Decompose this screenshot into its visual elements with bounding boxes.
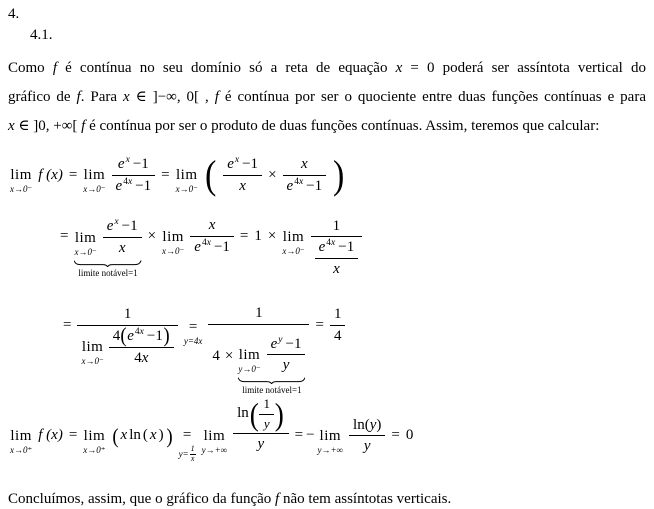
limit-subscript: x→0⁻ <box>81 356 104 367</box>
exponent-x: x <box>125 155 130 165</box>
limit-subscript: x→0⁻ <box>74 246 97 257</box>
equals-sign: = <box>182 427 192 444</box>
digit-4: 4 <box>134 327 140 338</box>
section-number: 4. <box>8 6 20 22</box>
underbrace-icon <box>74 260 141 267</box>
equation-3 <box>63 284 646 395</box>
fraction <box>267 335 306 376</box>
minus-one: −1 <box>213 239 230 256</box>
limit-subscript: x→0⁻ <box>162 245 185 256</box>
var-f: f <box>275 490 280 507</box>
limit-operator <box>10 168 32 194</box>
equation-4 <box>10 396 646 464</box>
var-e: e <box>270 335 278 352</box>
fraction <box>103 217 142 258</box>
equals-with-substitution <box>179 428 196 464</box>
underbraced-limit <box>238 335 305 397</box>
numerator: 1 <box>208 304 309 325</box>
ln-operator: ln <box>129 427 141 444</box>
underbraced-limit <box>74 217 141 278</box>
intro-line-2 <box>8 83 646 112</box>
text: Como <box>8 60 53 76</box>
equals-sign: = <box>239 228 249 245</box>
conclusion-paragraph <box>8 489 646 509</box>
numerator <box>223 155 262 176</box>
var-x: x <box>141 349 149 366</box>
exponent-4x <box>202 238 211 248</box>
equals-sign: = <box>161 166 170 183</box>
fraction <box>330 305 346 346</box>
var-f: f <box>214 89 219 105</box>
minus-one: −1 <box>132 156 149 172</box>
limit-operator <box>176 168 198 194</box>
underbrace-label: limite notável=1 <box>242 385 302 395</box>
lim-word: lim <box>10 167 32 184</box>
exponent-4x <box>326 238 335 248</box>
limit-subscript: x→0⁻ <box>10 184 33 195</box>
var-f: f <box>76 89 81 105</box>
numerator: 1 <box>77 305 177 326</box>
math-text: = 0 <box>402 60 435 76</box>
var-e: e <box>115 177 123 194</box>
times-sign: × <box>147 228 157 245</box>
text: gráfico de <box>8 89 77 105</box>
text: é contínua por ser o quociente entre duas funções contínuas e para <box>218 89 646 105</box>
var-e: e <box>106 218 114 235</box>
equals-sign: = <box>188 318 198 335</box>
minus-one: −1 <box>242 156 259 172</box>
numerator: 1 <box>259 396 274 414</box>
minus-sign: − <box>306 427 315 444</box>
digit-0: 0 <box>405 427 414 444</box>
digit-1: 1 <box>254 228 262 245</box>
var-x: x <box>120 427 128 444</box>
text: é contínua no seu domínio só a reta de equação <box>56 60 396 76</box>
limit-subscript: y→0⁻ <box>238 363 261 374</box>
digit-4: 4 <box>134 349 142 366</box>
var-x: x <box>331 238 336 249</box>
text: . Para <box>80 89 124 105</box>
text: poderá ser assíntota vertical do <box>434 60 646 76</box>
var-x: x <box>298 176 304 187</box>
denominator <box>283 176 327 196</box>
denominator <box>208 325 309 395</box>
mini-denominator: x <box>190 453 195 463</box>
fraction <box>109 323 174 368</box>
exponent-x: x <box>234 155 240 165</box>
limit-subscript: x→0⁻ <box>83 184 106 195</box>
limit-subscript: x→0⁻ <box>282 245 305 256</box>
numerator <box>349 416 385 437</box>
limit-operator <box>162 230 184 256</box>
numerator: x <box>283 155 327 176</box>
underbrace-content <box>238 335 305 376</box>
fraction <box>223 155 262 196</box>
denominator <box>190 237 234 257</box>
var-f: f <box>52 60 57 76</box>
var-e: e <box>127 328 134 345</box>
denominator: y <box>263 415 270 431</box>
minus-one: −1 <box>306 177 323 194</box>
right-paren: ) <box>376 416 382 433</box>
subsection-number: 4.1. <box>30 27 53 43</box>
numerator <box>267 335 306 356</box>
equals-sign: = <box>63 317 72 333</box>
exponent-y: y <box>278 334 283 345</box>
lim-word: lim <box>81 339 104 356</box>
intro-paragraph <box>8 54 646 141</box>
limit-operator <box>238 348 260 374</box>
denominator <box>109 348 174 368</box>
big-fraction <box>208 304 309 395</box>
digit-4: 4 <box>212 348 220 364</box>
math-text: ∈ ]−∞, 0[ , <box>129 89 215 105</box>
lim-word: lim <box>238 346 261 363</box>
function-fx: f (x) <box>38 427 63 444</box>
var-x: x <box>127 176 133 187</box>
minus-one: −1 <box>146 328 163 345</box>
sub-y-equals: y= <box>178 448 189 459</box>
underbrace-content <box>74 217 141 258</box>
mini-fraction <box>190 445 196 464</box>
exponent-4x <box>294 177 303 187</box>
limit-operator <box>202 429 227 455</box>
exponent-4x <box>123 177 132 187</box>
fraction <box>315 238 359 279</box>
denominator: 4 <box>333 328 342 344</box>
fraction <box>190 216 234 257</box>
equation-2 <box>60 206 646 278</box>
substitution-label <box>179 445 196 464</box>
left-paren: ( <box>364 416 370 433</box>
underbrace-label: limite notável=1 <box>78 267 138 278</box>
var-x: x <box>149 427 157 444</box>
function-fx: f (x) <box>38 166 63 183</box>
lim-word: lim <box>83 427 106 444</box>
minus-one: −1 <box>121 218 138 235</box>
denominator: y <box>282 357 290 374</box>
numerator: 1 <box>311 217 363 238</box>
minus-one: −1 <box>135 177 152 194</box>
equals-with-substitution <box>184 320 203 346</box>
right-paren: ) <box>158 427 164 444</box>
limit-subscript: x→0⁺ <box>10 444 33 455</box>
digit-4: 4 <box>201 238 207 249</box>
equals-sign: = <box>294 427 304 444</box>
lim-word: lim <box>10 427 32 444</box>
lim-word: lim <box>175 167 198 184</box>
equals-sign: = <box>60 228 69 245</box>
var-x: x <box>123 89 130 105</box>
times-sign: × <box>267 228 277 245</box>
var-x: x <box>206 238 211 249</box>
denominator: x <box>333 261 340 277</box>
limit-operator <box>83 168 105 194</box>
text: não tem assíntotas verticais. <box>279 490 452 507</box>
denominator <box>112 176 156 196</box>
minus-one: −1 <box>285 335 302 352</box>
var-e: e <box>286 177 294 194</box>
limit-subscript: x→0⁺ <box>83 444 106 455</box>
var-x: x <box>139 327 144 338</box>
ln-operator: ln <box>237 405 249 422</box>
equation-1: lim x→0⁻ f (x) = lim x→0⁻ $\frac{e^x -1}{e^{4x} -1}$ = lim x→0⁻ ( $\frac{e^x -1}{x}$ × $\frac{x}{e^{4x} -1}$ ) <box>10 152 345 198</box>
limit-subscript: y→+∞ <box>201 444 228 455</box>
tall-fraction <box>233 396 288 453</box>
limit-operator <box>74 231 96 257</box>
math-text: ∈ ]0, +∞[ <box>14 118 82 134</box>
equals-sign: = <box>68 427 78 444</box>
exponent-4x <box>135 327 144 337</box>
numerator <box>112 155 156 176</box>
var-e: e <box>227 156 234 172</box>
digit-4: 4 <box>123 176 128 187</box>
lim-word: lim <box>203 427 226 444</box>
mini-numerator: 1 <box>190 444 195 454</box>
text: é contínua por ser o produto de duas funções contínuas. Assim, teremos que calcular: <box>85 118 600 134</box>
x-ln-x-group: ( x ln ( x ) ) <box>111 423 173 448</box>
times-sign: × <box>268 166 277 183</box>
limit-operator <box>83 429 105 455</box>
intro-line-1 <box>8 54 646 83</box>
digit-4: 4 <box>326 238 332 249</box>
fraction <box>112 155 156 196</box>
numerator: ln( $\frac{1}{y}$ ) <box>233 396 288 434</box>
numerator <box>103 217 142 238</box>
underbrace-icon <box>238 377 305 384</box>
denominator: y <box>257 435 265 452</box>
denominator <box>77 323 177 368</box>
lim-word: lim <box>282 228 305 245</box>
big-fraction <box>77 305 177 367</box>
var-e: e <box>318 239 326 256</box>
equals-sign: = <box>315 317 324 333</box>
equals-sign: = <box>391 427 400 444</box>
minus-one: −1 <box>338 239 355 256</box>
denominator: x <box>239 177 246 194</box>
denominator <box>311 237 363 279</box>
numerator <box>315 238 359 259</box>
var-x: x <box>395 60 403 76</box>
lim-word: lim <box>74 229 97 246</box>
digit-4: 4 <box>112 328 121 345</box>
var-x: x <box>8 118 15 134</box>
limit-subscript: x→0⁻ <box>175 184 198 195</box>
limit-operator <box>318 429 343 455</box>
digit-4: 4 <box>294 176 299 187</box>
substitution-label: y=4x <box>183 335 203 346</box>
intro-line-3 <box>8 112 646 141</box>
limit-operator <box>81 340 103 366</box>
text: Concluímos, assim, que o gráfico da função <box>8 490 276 507</box>
numerator: $4(e^{4x} -1)$ <box>109 327 174 348</box>
var-f: f <box>81 118 86 134</box>
fraction <box>349 416 385 457</box>
var-e: e <box>117 156 125 172</box>
numerator: x <box>190 216 234 237</box>
lim-word: lim <box>319 427 342 444</box>
fraction <box>259 396 274 432</box>
lim-word: lim <box>162 228 184 245</box>
var-y: y <box>369 416 377 433</box>
var-e: e <box>194 239 201 256</box>
exponent-x: x <box>114 217 119 228</box>
ln-operator: ln <box>353 416 365 433</box>
limit-operator <box>10 429 32 455</box>
times-sign: × <box>224 348 234 364</box>
denominator: y <box>363 438 371 455</box>
nested-fraction <box>311 217 363 279</box>
limit-subscript: y→+∞ <box>317 444 344 455</box>
fraction <box>283 155 327 196</box>
equals-sign: = <box>68 166 78 183</box>
denominator: x <box>118 240 126 257</box>
limit-operator <box>282 230 304 256</box>
numerator: 1 <box>330 305 346 326</box>
lim-word: lim <box>83 167 106 184</box>
left-paren: ( <box>142 427 148 444</box>
